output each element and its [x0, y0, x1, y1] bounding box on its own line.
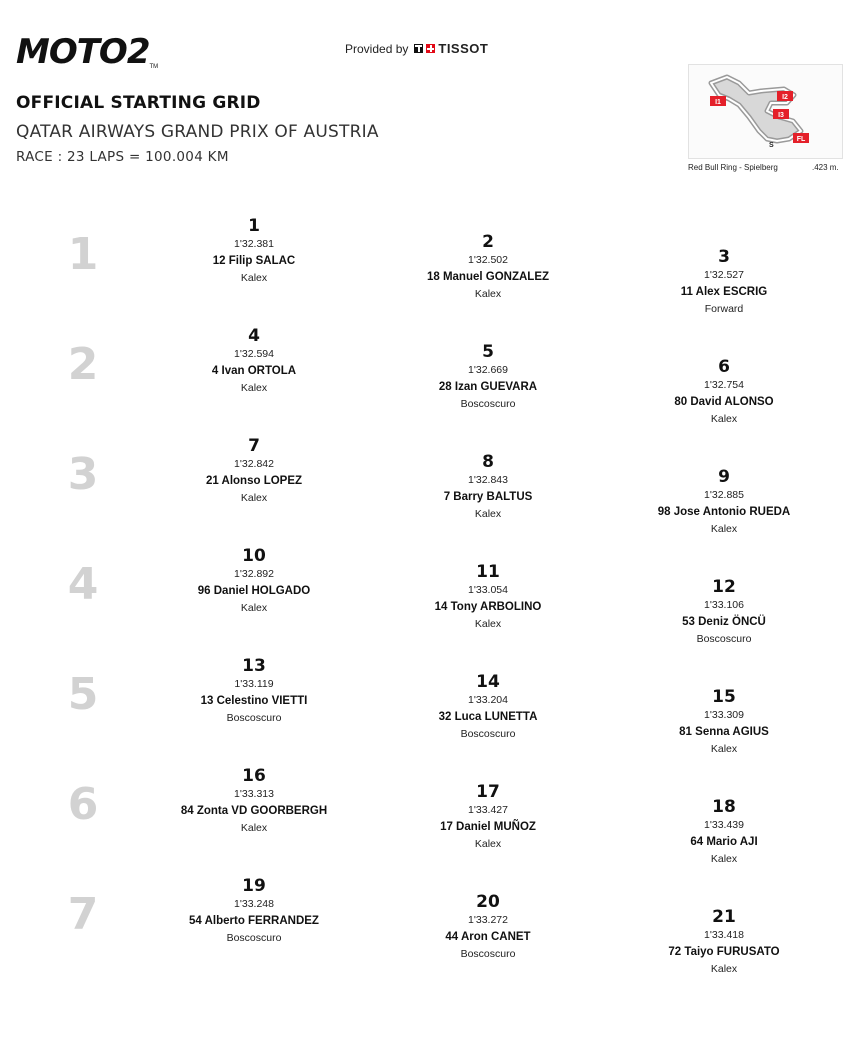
rider-name: 80 David ALONSO [674, 396, 774, 408]
qualifying-time: 1'32.669 [468, 364, 508, 376]
grid-position: 12 [712, 577, 736, 597]
team-name: Kalex [474, 838, 502, 850]
grid-slot [614, 907, 834, 977]
grid-position: 3 [718, 247, 730, 267]
grid-slot [378, 892, 598, 962]
team-name: Boscoscuro [696, 633, 752, 645]
team-name: Forward [704, 303, 744, 315]
rider-name: 98 Jose Antonio RUEDA [657, 506, 791, 518]
grid-position: 2 [482, 232, 494, 252]
grid-slot [614, 247, 834, 317]
track-map-icon [689, 65, 844, 160]
grid-position: 11 [476, 562, 500, 582]
team-name: Boscoscuro [226, 712, 282, 724]
rider-name: 44 Aron CANET [445, 931, 531, 943]
grid-position: 16 [242, 766, 266, 786]
team-name: Kalex [240, 602, 268, 614]
team-name: Kalex [240, 492, 268, 504]
qualifying-time: 1'33.439 [704, 819, 744, 831]
team-name: Kalex [474, 618, 502, 630]
grid-position: 15 [712, 687, 736, 707]
rider-name: 14 Tony ARBOLINO [434, 601, 542, 613]
qualifying-time: 1'33.248 [234, 898, 274, 910]
grid-slot [378, 342, 598, 412]
grid-row-number: 4 [67, 559, 99, 610]
track-length: .423 m. [812, 163, 839, 172]
team-name: Boscoscuro [460, 948, 516, 960]
grid-slot [378, 562, 598, 632]
rider-name: 64 Mario AJI [690, 836, 758, 848]
team-name: Boscoscuro [460, 398, 516, 410]
sponsor-name: TISSOT [438, 41, 489, 56]
logo-text: MOTO2 [16, 32, 150, 72]
qualifying-time: 1'32.842 [234, 458, 274, 470]
rider-name: 54 Alberto FERRANDEZ [189, 915, 319, 927]
team-name: Boscoscuro [460, 728, 516, 740]
qualifying-time: 1'33.313 [234, 788, 274, 800]
track-map [688, 64, 843, 159]
qualifying-time: 1'33.106 [704, 599, 744, 611]
rider-name: 4 Ivan ORTOLA [211, 365, 297, 377]
page-title: OFFICIAL STARTING GRID [16, 93, 261, 113]
grid-position: 17 [476, 782, 500, 802]
grid-position: 6 [718, 357, 730, 377]
grid-slot [378, 672, 598, 742]
grid-position: 14 [476, 672, 500, 692]
track-label-fl: FL [796, 136, 806, 143]
grid-position: 13 [242, 656, 266, 676]
grid-position: 19 [242, 876, 266, 896]
team-name: Kalex [710, 853, 738, 865]
team-name: Kalex [710, 523, 738, 535]
grid-position: 20 [476, 892, 500, 912]
grid-slot [144, 436, 364, 506]
rider-name: 13 Celestino VIETTI [200, 695, 308, 707]
grid-position: 1 [248, 216, 260, 236]
rider-name: 81 Senna AGIUS [679, 726, 769, 738]
grid-slot [144, 876, 364, 946]
provided-by-label: Provided by [345, 41, 409, 56]
logo-trademark: TM [149, 64, 159, 70]
qualifying-time: 1'33.119 [234, 678, 274, 690]
grid-slot [614, 797, 834, 867]
track-caption: Red Bull Ring - Spielberg [688, 163, 778, 172]
team-name: Kalex [710, 413, 738, 425]
grid-row-number: 1 [67, 229, 99, 280]
rider-name: 96 Daniel HOLGADO [197, 585, 311, 597]
grid-row-number: 5 [67, 669, 99, 720]
grid-row-number: 3 [67, 449, 99, 500]
rider-name: 32 Luca LUNETTA [438, 711, 538, 723]
rider-name: 18 Manuel GONZALEZ [426, 271, 550, 283]
rider-name: 11 Alex ESCRIG [680, 286, 768, 298]
rider-name: 72 Taiyo FURUSATO [668, 946, 780, 958]
track-label-i2: I2 [782, 94, 788, 101]
grid-position: 4 [248, 326, 260, 346]
grid-slot [144, 326, 364, 396]
rider-name: 28 Izan GUEVARA [438, 381, 538, 393]
grid-slot [144, 216, 364, 286]
team-name: Boscoscuro [226, 932, 282, 944]
team-name: Kalex [240, 382, 268, 394]
rider-name: 84 Zonta VD GOORBERGH [180, 805, 328, 817]
sponsor-credit [345, 41, 488, 56]
grid-slot [614, 577, 834, 647]
qualifying-time: 1'32.885 [704, 489, 744, 501]
qualifying-time: 1'33.309 [704, 709, 744, 721]
rider-name: 7 Barry BALTUS [443, 491, 533, 503]
grid-position: 10 [242, 546, 266, 566]
track-label-i3: I3 [778, 112, 784, 119]
qualifying-time: 1'33.427 [468, 804, 508, 816]
tissot-t-icon [414, 44, 423, 53]
qualifying-time: 1'32.527 [704, 269, 744, 281]
grid-slot [614, 467, 834, 537]
team-name: Kalex [710, 743, 738, 755]
qualifying-time: 1'32.843 [468, 474, 508, 486]
grid-position: 5 [482, 342, 494, 362]
qualifying-time: 1'33.272 [468, 914, 508, 926]
grid-slot [144, 546, 364, 616]
grid-slot [378, 232, 598, 302]
rider-name: 12 Filip SALAC [212, 255, 296, 267]
grid-position: 9 [718, 467, 730, 487]
grid-position: 18 [712, 797, 736, 817]
qualifying-time: 1'33.054 [468, 584, 508, 596]
grid-slot [144, 766, 364, 836]
qualifying-time: 1'32.381 [234, 238, 274, 250]
qualifying-time: 1'32.502 [468, 254, 508, 266]
grid-slot [614, 357, 834, 427]
grid-slot [144, 656, 364, 726]
grid-row-number: 2 [67, 339, 99, 390]
grid-row-number: 7 [67, 889, 99, 940]
team-name: Kalex [240, 272, 268, 284]
grid-row-number: 6 [67, 779, 99, 830]
team-name: Kalex [474, 508, 502, 520]
team-name: Kalex [240, 822, 268, 834]
grid-position: 21 [712, 907, 736, 927]
grid-position: 8 [482, 452, 494, 472]
track-label-start: S [769, 142, 774, 149]
rider-name: 21 Alonso LOPEZ [205, 475, 303, 487]
qualifying-time: 1'33.204 [468, 694, 508, 706]
event-name: QATAR AIRWAYS GRAND PRIX OF AUSTRIA [16, 122, 379, 142]
grid-position: 7 [248, 436, 260, 456]
qualifying-time: 1'33.418 [704, 929, 744, 941]
qualifying-time: 1'32.594 [234, 348, 274, 360]
rider-name: 17 Daniel MUÑOZ [440, 821, 536, 833]
rider-name: 53 Deniz ÖNCÜ [682, 616, 766, 628]
team-name: Kalex [710, 963, 738, 975]
team-name: Kalex [474, 288, 502, 300]
moto2-logo [16, 34, 158, 70]
race-info: RACE : 23 LAPS = 100.004 KM [16, 149, 229, 165]
grid-slot [378, 782, 598, 852]
tissot-logo [414, 41, 488, 56]
grid-slot [614, 687, 834, 757]
qualifying-time: 1'32.892 [234, 568, 274, 580]
grid-slot [378, 452, 598, 522]
swiss-cross-icon [426, 44, 435, 53]
track-label-i1: I1 [715, 99, 721, 106]
qualifying-time: 1'32.754 [704, 379, 744, 391]
